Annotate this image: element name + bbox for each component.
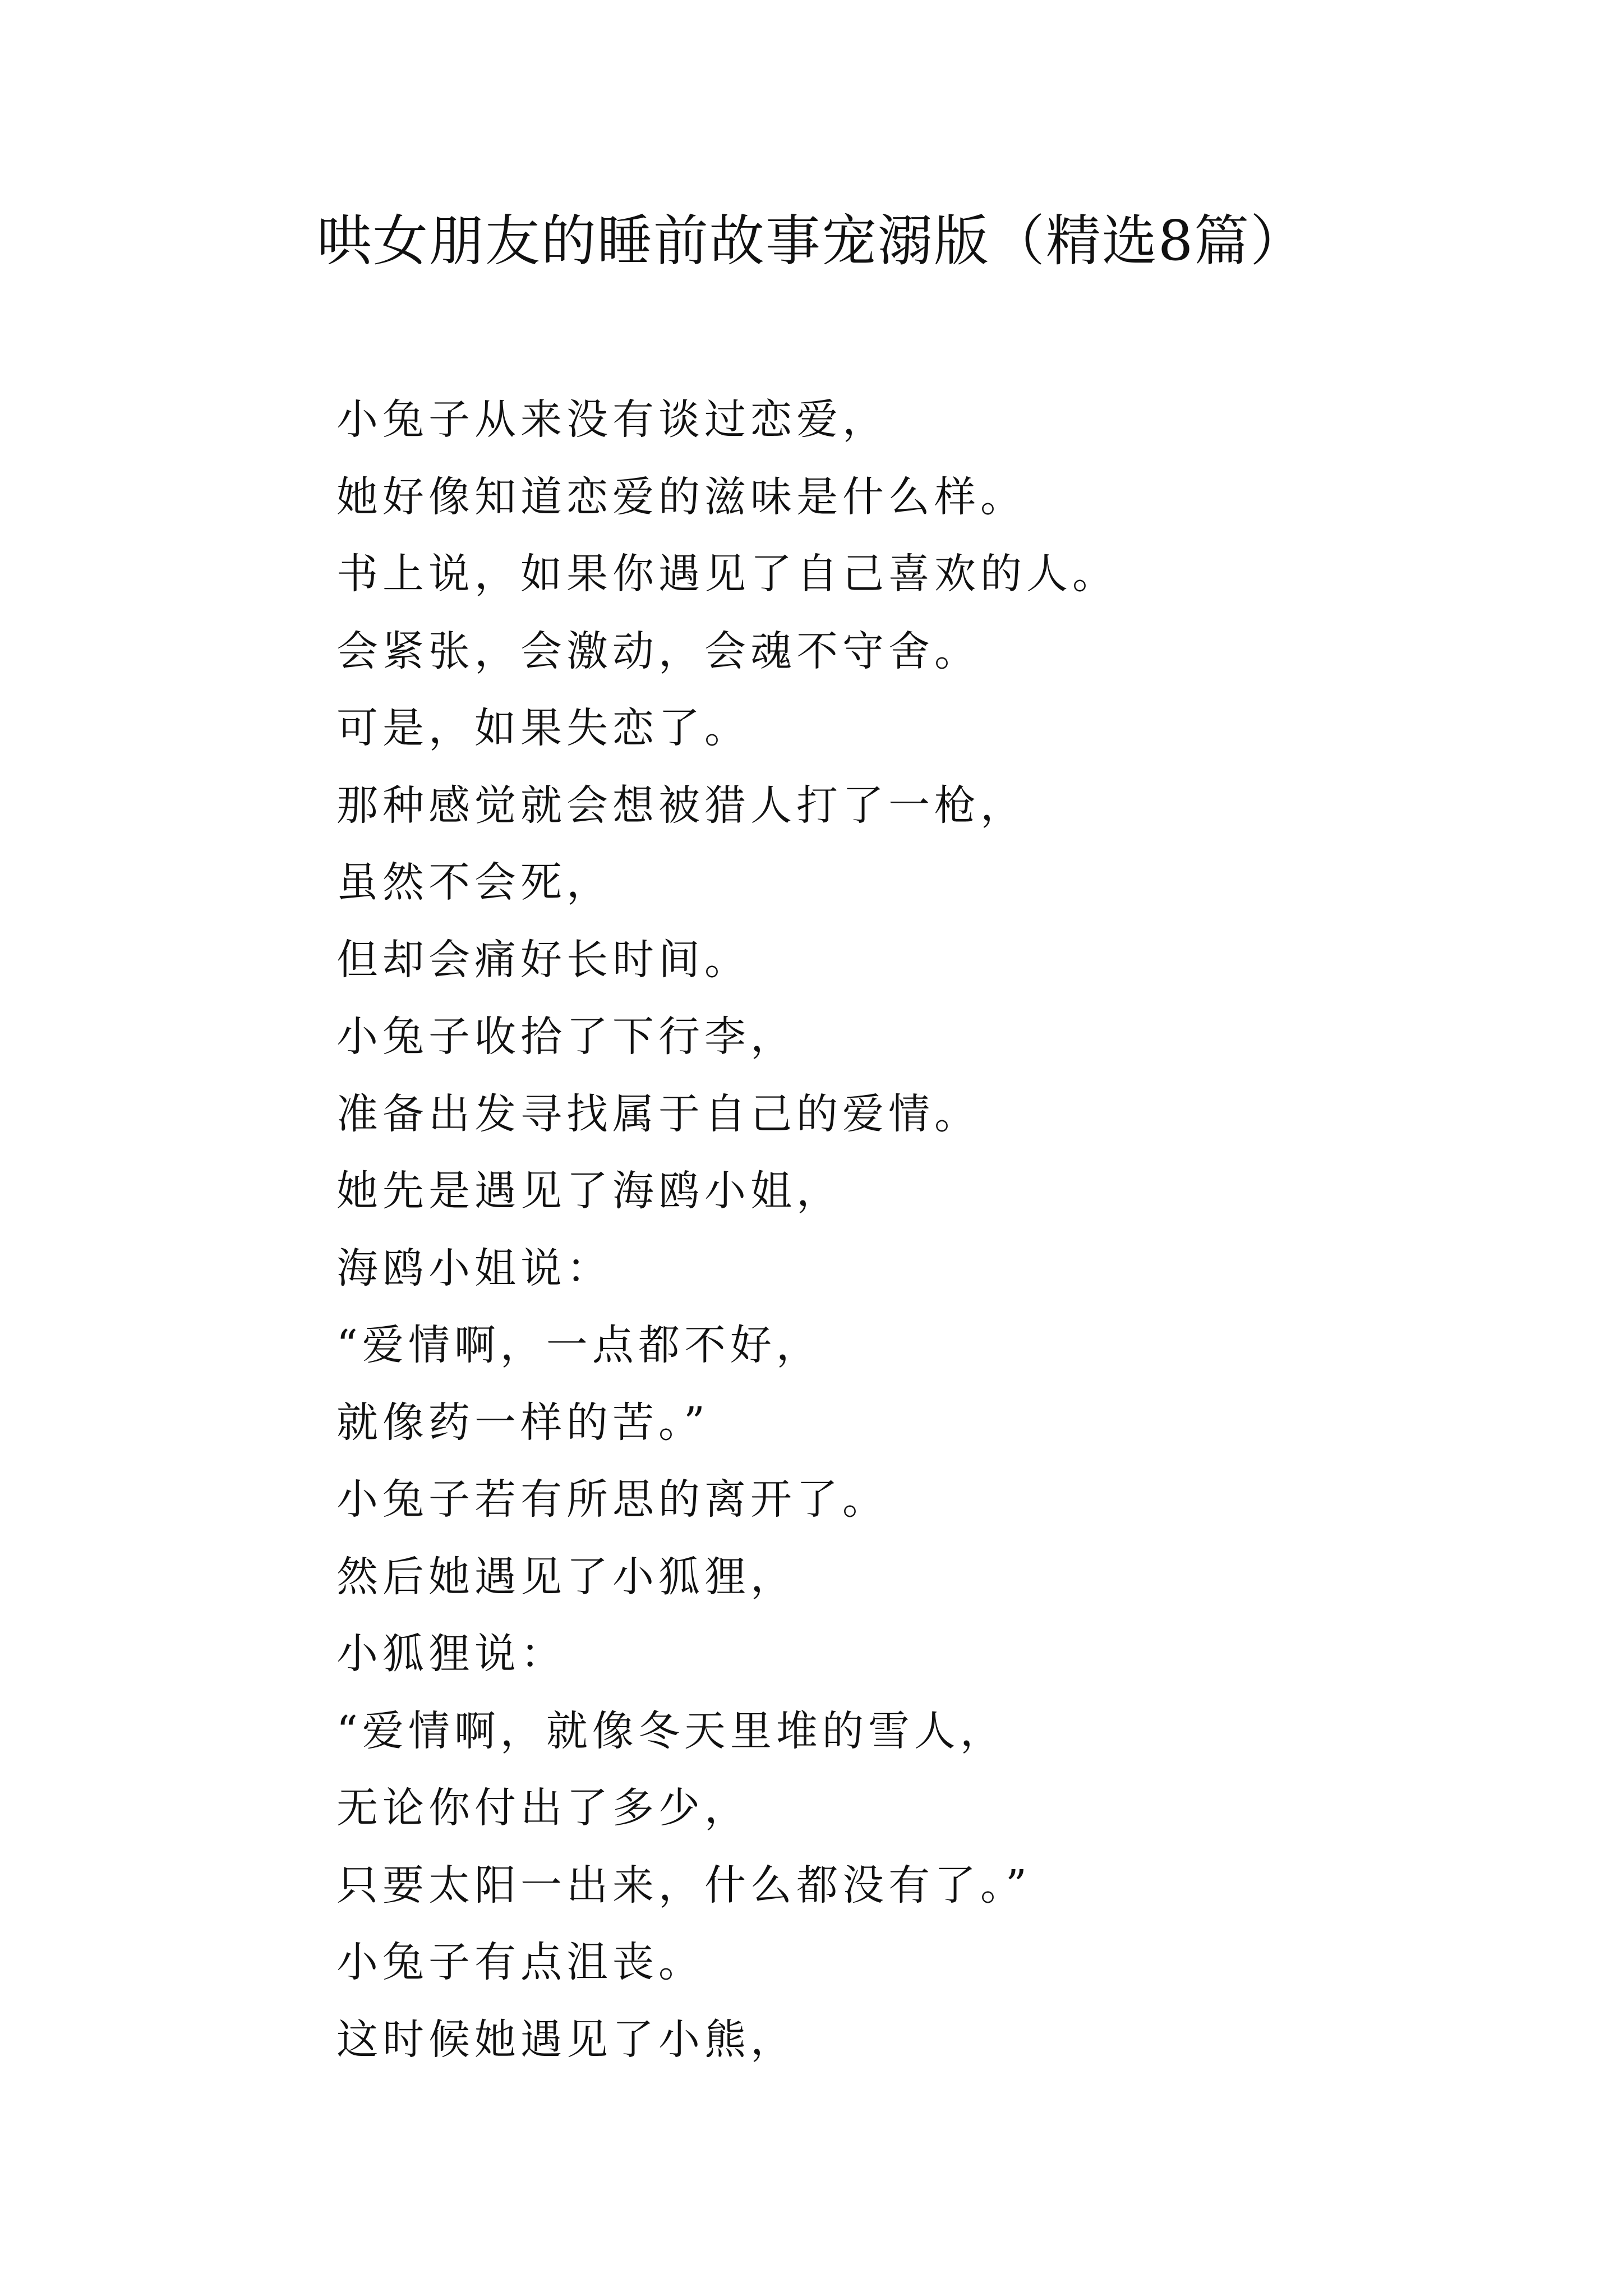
story-line: 小兔子若有所思的离开了。 — [336, 1475, 888, 1524]
story-line: 可是，如果失恋了。 — [336, 704, 750, 752]
story-line: 无论你付出了多少， — [336, 1784, 750, 1832]
story-line: 她先是遇见了海鸥小姐， — [336, 1167, 842, 1215]
story-line: 只要太阳一出来，什么都没有了。” — [336, 1861, 1031, 1910]
story-line: 然后她遇见了小狐狸， — [336, 1552, 796, 1601]
story-line: 但却会痛好长时间。 — [336, 935, 750, 984]
story-line: 就像药一样的苦。” — [336, 1398, 709, 1447]
story-line: 小狐狸说： — [336, 1630, 566, 1678]
story-line: 海鸥小姐说： — [336, 1244, 612, 1292]
story-line: 会紧张，会激动，会魂不守舍。 — [336, 627, 980, 675]
story-line: 虽然不会死， — [336, 858, 612, 907]
story-line: 书上说，如果你遇见了自己喜欢的人。 — [336, 550, 1118, 598]
story-line: 小兔子收拾了下行李， — [336, 1013, 796, 1061]
story-line: 她好像知道恋爱的滋味是什么样。 — [336, 472, 1026, 521]
story-line: 准备出发寻找属于自己的爱情。 — [336, 1089, 980, 1138]
story-line: 小兔子从来没有谈过恋爱， — [336, 395, 888, 444]
story-line: “爱情啊，一点都不好， — [336, 1321, 822, 1369]
document-title: 哄女朋友的睡前故事宠溺版（精选8篇） — [316, 209, 1307, 273]
story-line: 这时候她遇见了小熊， — [336, 2015, 796, 2064]
story-line: 那种感觉就会想被猎人打了一枪， — [336, 781, 1026, 830]
story-text — [336, 381, 1514, 2078]
story-line: “爱情啊，就像冬天里堆的雪人， — [336, 1706, 1006, 1755]
story-line: 小兔子有点沮丧。 — [336, 1938, 704, 1986]
